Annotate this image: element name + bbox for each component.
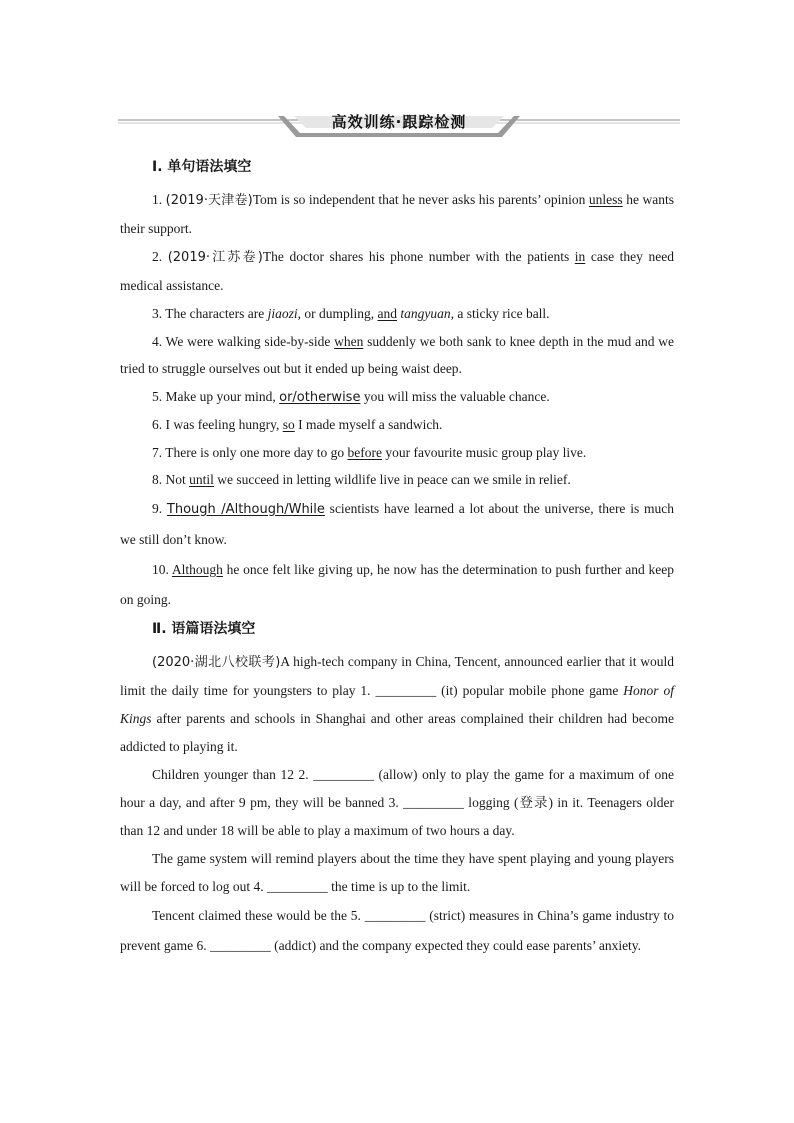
exercise-item-10: 10. Although he once felt like giving up, he now has the determination to push further and keep on going. bbox=[120, 561, 674, 607]
exercise-item-6: 6. I was feeling hungry, so I made myself a sandwich. bbox=[152, 417, 443, 432]
passage-paragraph-1: (2020·湖北八校联考)A high-tech company in China, Tencent, announced earlier that it would limit the daily time for youngsters to play 1. _________ (it) popular mobile phone game Honor of Kings after parents and schools in Shanghai and other areas complained their children had become addicted to playing it. bbox=[120, 653, 674, 754]
answer: when bbox=[334, 333, 364, 349]
answer: unless bbox=[588, 192, 623, 207]
answer: in bbox=[574, 249, 586, 264]
banner-title: 高效训练·跟踪检测 bbox=[331, 113, 467, 131]
exercise-item-8: 8. Not until we succeed in letting wildlife live in peace can we smile in relief. bbox=[152, 472, 571, 487]
exercise-item-4: 4. We were walking side-by-side when suddenly we both sank to knee depth in the mud and we tried to struggle ourselves out but it ended up being waist deep. bbox=[120, 333, 674, 376]
section-title-passage-fill: Ⅱ. 语篇语法填空 bbox=[152, 620, 256, 637]
answer: and bbox=[377, 306, 397, 321]
worksheet-content bbox=[120, 156, 674, 961]
exercise-item-7: 7. There is only one more day to go before your favourite music group play live. bbox=[152, 444, 587, 460]
section-banner bbox=[118, 106, 680, 138]
answer: Although bbox=[171, 561, 223, 577]
passage-paragraph-3: The game system will remind players about the time they have spent playing and young players will be forced to log out 4. _________ the time is up to the limit. bbox=[120, 850, 674, 894]
answer: Though /Although/While bbox=[166, 501, 325, 517]
passage-paragraph-4: Tencent claimed these would be the 5. _________ (strict) measures in China’s game industry to prevent game 6. _________ (addict) and the company expected they could ease parents’ anxiety. bbox=[120, 907, 674, 953]
exercise-item-1: 1. (2019·天津卷)Tom is so independent that he never asks his parents’ opinion unless he wants their support. bbox=[120, 192, 674, 236]
exercise-item-9: 9. Though /Although/While scientists have learned a lot about the universe, there is much we still don’t know. bbox=[120, 500, 674, 547]
section-title-sentence-fill: Ⅰ. 单句语法填空 bbox=[152, 159, 252, 175]
answer: or/otherwise bbox=[279, 389, 361, 405]
exercise-item-3: 3. The characters are jiaozi, or dumpling, and tangyuan, a sticky rice ball. bbox=[152, 306, 550, 321]
passage-paragraph-2: Children younger than 12 2. _________ (allow) only to play the game for a maximum of one hour a day, and after 9 pm, they will be banned 3. _________ logging (登录) in it. Teenagers older than 12 and under 18 will be able to play a maximum of two hours a day. bbox=[120, 766, 674, 838]
answer: until bbox=[189, 472, 214, 487]
exercise-item-5: 5. Make up your mind, or/otherwise you will miss the valuable chance. bbox=[152, 388, 550, 405]
exercise-item-2: 2. (2019·江苏卷)The doctor shares his phone number with the patients in case they need medical assistance. bbox=[120, 249, 674, 293]
answer: so bbox=[282, 417, 295, 432]
answer: before bbox=[347, 444, 382, 460]
